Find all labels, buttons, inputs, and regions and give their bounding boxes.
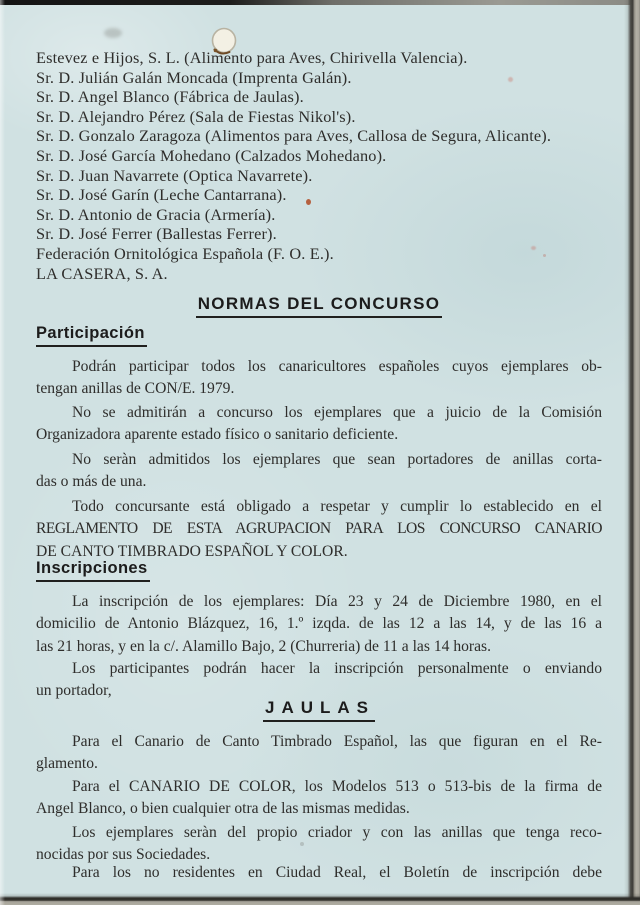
normas-heading: NORMAS DEL CONCURSO	[196, 294, 443, 318]
text-line: domicilio de Antonio Blázquez, 16, 1.º izqda. de las 12 a las 14, y de las 16 a	[36, 615, 602, 633]
text-line: glamento.	[36, 755, 98, 773]
sponsor-line: Sr. D. Gonzalo Zaragoza (Alimentos para Aves, Callosa de Segura, Alicante).	[36, 126, 552, 146]
paragraph	[36, 731, 602, 776]
paragraph	[36, 822, 602, 867]
sponsor-line: Sr. D. Alejandro Pérez (Sala de Fiestas Nikol's).	[36, 106, 356, 126]
text-line: Organizadora aparente estado físico o sanitario deficiente.	[36, 426, 399, 444]
text-line: No seràn admitidos los ejemplares que sean portadores de anillas corta-	[72, 451, 602, 468]
text-line: Todo concursante está obligado a respetar y cumplir lo establecido en el	[72, 498, 602, 515]
sponsor-line: Sr. D. Angel Blanco (Fábrica de Jaulas).	[36, 87, 304, 107]
text-line: un portador,	[36, 682, 112, 700]
scan-bottom-edge	[0, 893, 640, 905]
paragraph	[36, 496, 602, 563]
section-normas	[36, 294, 602, 318]
participacion-heading: Participación	[36, 324, 147, 347]
paragraph	[36, 658, 602, 703]
text-line: Para el Canario de Canto Timbrado Español, las que figuran en el Re-	[72, 733, 602, 750]
sponsor-line: Sr. D. Juan Navarrete (Optica Navarrete).	[36, 165, 313, 185]
scan-left-edge	[0, 0, 5, 905]
text-line: Los ejemplares seràn del propio criador y con las anillas que tenga reco-	[72, 824, 602, 841]
text-line: Para los no residentes en Ciudad Real, el Boletín de inscripción debe	[72, 864, 602, 881]
paragraph	[36, 862, 602, 884]
sponsor-line: Federación Ornitológica Española (F. O. E.).	[36, 243, 334, 263]
gray-smudge	[104, 28, 122, 38]
text-line: tengan anillas de CON/E. 1979.	[36, 380, 235, 398]
jaulas-heading: JAULAS	[263, 698, 375, 722]
text-line: La inscripción de los ejemplares: Día 23 y 24 de Diciembre 1980, en el	[72, 593, 602, 610]
paragraph	[36, 356, 602, 401]
sponsor-line: Estevez e Hijos, S. L. (Alimento para Aves, Chirivella Valencia).	[36, 48, 468, 67]
inscripciones-heading: Inscripciones	[36, 559, 150, 582]
scan-right-edge	[624, 0, 640, 905]
text-line: las 21 horas, y en la c/. Alamillo Bajo, 2 (Churreria) de 11 a las 14 horas.	[36, 637, 491, 655]
sponsor-list	[36, 48, 602, 283]
section-participacion	[36, 324, 602, 347]
paragraph	[36, 591, 602, 658]
sponsor-line: LA CASERA, S. A.	[36, 263, 168, 283]
section-inscripciones	[36, 559, 602, 582]
scan-top-edge	[0, 0, 640, 5]
sponsor-line: Sr. D. José Ferrer (Ballestas Ferrer).	[36, 224, 277, 244]
sponsor-line: Sr. D. Julián Galán Moncada (Imprenta Galán).	[36, 67, 352, 87]
text-line: Para el CANARIO DE COLOR, los Modelos 513 o 513-bis de la firma de	[72, 778, 602, 795]
text-line: nocidas por sus Sociedades.	[36, 846, 211, 864]
text-line: REGLAMENTO DE ESTA AGRUPACION PARA LOS CONCURSO CANARIO	[36, 520, 602, 538]
text-line: das o más de una.	[36, 473, 147, 491]
text-line: No se admitirán a concurso los ejemplares que a juicio de la Comisión	[72, 404, 602, 421]
text-line: Los participantes podrán hacer la inscripción personalmente o enviando	[72, 660, 602, 677]
paragraph	[36, 402, 602, 447]
paragraph	[36, 449, 602, 494]
paragraph	[36, 776, 602, 821]
sponsor-line: Sr. D. Antonio de Gracia (Armería).	[36, 204, 276, 224]
text-line: Angel Blanco, o bien cualquier otra de las mismas medidas.	[36, 800, 410, 818]
sponsor-line: Sr. D. José Garín (Leche Cantarrana).	[36, 185, 287, 205]
text-line: Podrán participar todos los canaricultores españoles cuyos ejemplares ob-	[72, 358, 602, 375]
text-line: DE CANTO TIMBRADO ESPAÑOL Y COLOR.	[36, 542, 348, 560]
sponsor-line: Sr. D. José García Mohedano (Calzados Mohedano).	[36, 145, 387, 165]
section-jaulas	[36, 698, 602, 722]
